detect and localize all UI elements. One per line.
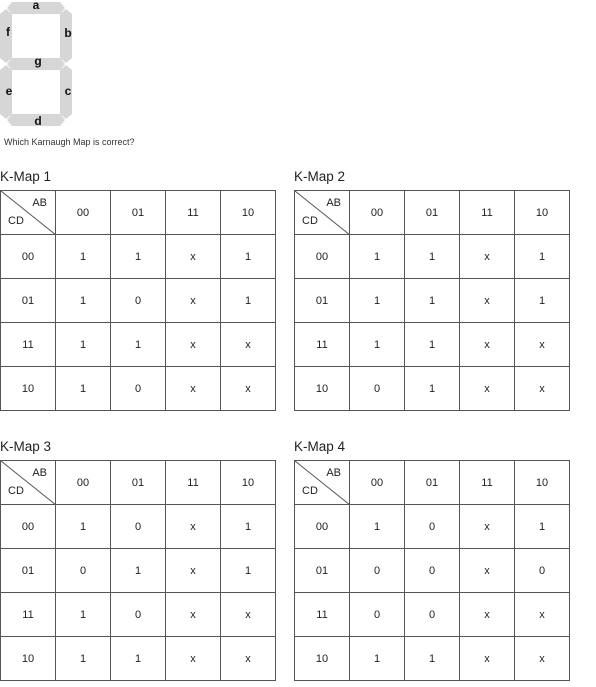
kmap-cell: x	[460, 367, 515, 411]
kmap-cell: 1	[56, 593, 111, 637]
row-header: 10	[295, 367, 350, 411]
kmap-row	[1, 323, 276, 367]
column-header: 11	[166, 191, 221, 235]
column-header: 10	[515, 461, 570, 505]
row-header: 11	[1, 593, 56, 637]
kmap-cell: 1	[111, 235, 166, 279]
segment-label-a: a	[32, 0, 40, 12]
corner-label-ab: AB	[32, 197, 47, 209]
kmap-corner-cell	[1, 191, 56, 235]
kmap-cell: 1	[350, 279, 405, 323]
kmap-cell: x	[221, 593, 276, 637]
corner-diagonal	[295, 461, 350, 505]
kmap-cell: x	[166, 593, 221, 637]
kmap-cell: x	[460, 505, 515, 549]
column-header: 11	[460, 461, 515, 505]
kmap-cell: 1	[111, 637, 166, 681]
segment-label-d: d	[34, 114, 42, 128]
kmap-cell: 1	[111, 323, 166, 367]
corner-label-cd: CD	[8, 485, 24, 497]
corner-diagonal	[1, 461, 56, 505]
kmap-corner-cell	[295, 461, 350, 505]
kmap-row	[1, 367, 276, 411]
kmap-row	[295, 367, 570, 411]
kmap-cell: x	[221, 367, 276, 411]
kmap-cell: x	[166, 505, 221, 549]
corner-label-cd: CD	[302, 485, 318, 497]
row-header: 11	[295, 323, 350, 367]
kmap-cell: 1	[56, 235, 111, 279]
kmap-cell: x	[166, 549, 221, 593]
kmap-row	[1, 593, 276, 637]
kmap-cell: 1	[350, 505, 405, 549]
kmap-cell: 1	[515, 279, 570, 323]
kmap-cell: 0	[111, 279, 166, 323]
kmap-header-row	[295, 461, 570, 505]
column-header: 10	[515, 191, 570, 235]
kmap-title: K-Map 1	[0, 169, 52, 184]
segment-label-c: c	[64, 84, 72, 98]
column-header: 00	[56, 461, 111, 505]
corner-label-ab: AB	[32, 467, 47, 479]
segment-label-b: b	[64, 26, 72, 40]
row-header: 01	[1, 549, 56, 593]
column-header: 11	[460, 191, 515, 235]
kmap-cell: 1	[221, 235, 276, 279]
kmap-cell: 1	[56, 279, 111, 323]
kmap-row	[295, 323, 570, 367]
column-header: 01	[405, 461, 460, 505]
kmap-cell: 1	[111, 549, 166, 593]
kmap-cell: 1	[56, 367, 111, 411]
kmap-cell: x	[460, 279, 515, 323]
kmap-cell: x	[221, 323, 276, 367]
row-header: 00	[1, 235, 56, 279]
kmap-title: K-Map 4	[294, 439, 346, 454]
kmap-row	[295, 637, 570, 681]
kmap-row	[1, 549, 276, 593]
row-header: 01	[295, 279, 350, 323]
kmap-cell: x	[166, 279, 221, 323]
kmap-cell: 0	[350, 549, 405, 593]
row-header: 00	[295, 235, 350, 279]
kmap-cell: x	[166, 367, 221, 411]
column-header: 00	[350, 461, 405, 505]
kmap-cell: 1	[221, 505, 276, 549]
kmap-header-row	[295, 191, 570, 235]
kmap-cell: 1	[515, 505, 570, 549]
kmap-row	[295, 549, 570, 593]
kmap-cell: 0	[515, 549, 570, 593]
kmap-cell: 0	[350, 367, 405, 411]
kmap-cell: x	[515, 323, 570, 367]
column-header: 01	[111, 461, 166, 505]
kmap-cell: 1	[405, 279, 460, 323]
column-header: 01	[405, 191, 460, 235]
kmap-cell: 0	[111, 367, 166, 411]
kmap-cell: x	[515, 593, 570, 637]
corner-diagonal	[1, 191, 56, 235]
kmap-title: K-Map 3	[0, 439, 52, 454]
kmap-cell: x	[460, 593, 515, 637]
kmap-cell: 1	[405, 323, 460, 367]
kmap-row	[295, 235, 570, 279]
kmap-cell: x	[515, 367, 570, 411]
kmap-title: K-Map 2	[294, 169, 346, 184]
kmap-grid	[0, 460, 276, 681]
corner-label-cd: CD	[302, 215, 318, 227]
kmap-cell: 1	[405, 367, 460, 411]
corner-label-cd: CD	[8, 215, 24, 227]
kmap-cell: x	[460, 549, 515, 593]
kmap-header-row	[1, 191, 276, 235]
row-header: 00	[295, 505, 350, 549]
kmap-row	[1, 279, 276, 323]
kmap-corner-cell	[295, 191, 350, 235]
corner-label-ab: AB	[326, 197, 341, 209]
kmap-cell: 0	[111, 593, 166, 637]
kmap-row	[295, 505, 570, 549]
question-text: Which Karnaugh Map is correct?	[4, 137, 135, 147]
kmap-cell: 1	[221, 279, 276, 323]
kmap-cell: 1	[56, 637, 111, 681]
row-header: 10	[1, 637, 56, 681]
kmap-cell: 1	[221, 549, 276, 593]
kmap-cell: 0	[56, 549, 111, 593]
kmap-cell: 1	[350, 235, 405, 279]
kmap-cell: 1	[56, 505, 111, 549]
column-header: 00	[350, 191, 405, 235]
kmap-cell: 0	[405, 549, 460, 593]
kmap-cell: 1	[405, 637, 460, 681]
kmap-cell: 0	[405, 593, 460, 637]
kmap-row	[295, 593, 570, 637]
kmap-cell: 0	[350, 593, 405, 637]
kmap-cell: 1	[350, 323, 405, 367]
kmap-cell: 0	[405, 505, 460, 549]
segment-label-g: g	[34, 54, 42, 68]
corner-diagonal	[295, 191, 350, 235]
kmap-cell: x	[166, 637, 221, 681]
kmap-grid	[294, 460, 570, 681]
column-header: 10	[221, 461, 276, 505]
kmap-cell: x	[166, 235, 221, 279]
kmap-cell: x	[166, 323, 221, 367]
kmap-grid	[0, 190, 276, 411]
row-header: 11	[295, 593, 350, 637]
kmap-cell: 0	[111, 505, 166, 549]
row-header: 10	[295, 637, 350, 681]
seven-segment-display	[0, 0, 100, 132]
kmap-cell: x	[515, 637, 570, 681]
kmap-cell: 1	[56, 323, 111, 367]
row-header: 00	[1, 505, 56, 549]
row-header: 11	[1, 323, 56, 367]
column-header: 10	[221, 191, 276, 235]
kmap-row	[1, 235, 276, 279]
kmap-cell: 1	[405, 235, 460, 279]
row-header: 10	[1, 367, 56, 411]
kmap-cell: 1	[350, 637, 405, 681]
row-header: 01	[295, 549, 350, 593]
kmap-row	[1, 505, 276, 549]
row-header: 01	[1, 279, 56, 323]
corner-label-ab: AB	[326, 467, 341, 479]
kmap-row	[295, 279, 570, 323]
kmap-header-row	[1, 461, 276, 505]
segment-label-e: e	[5, 84, 13, 98]
column-header: 01	[111, 191, 166, 235]
kmap-cell: 1	[515, 235, 570, 279]
column-header: 11	[166, 461, 221, 505]
kmap-row	[1, 637, 276, 681]
kmap-cell: x	[460, 637, 515, 681]
kmap-cell: x	[460, 323, 515, 367]
kmap-grid	[294, 190, 570, 411]
kmap-corner-cell	[1, 461, 56, 505]
column-header: 00	[56, 191, 111, 235]
segment-label-f: f	[6, 25, 10, 39]
kmap-cell: x	[460, 235, 515, 279]
kmap-cell: x	[221, 637, 276, 681]
